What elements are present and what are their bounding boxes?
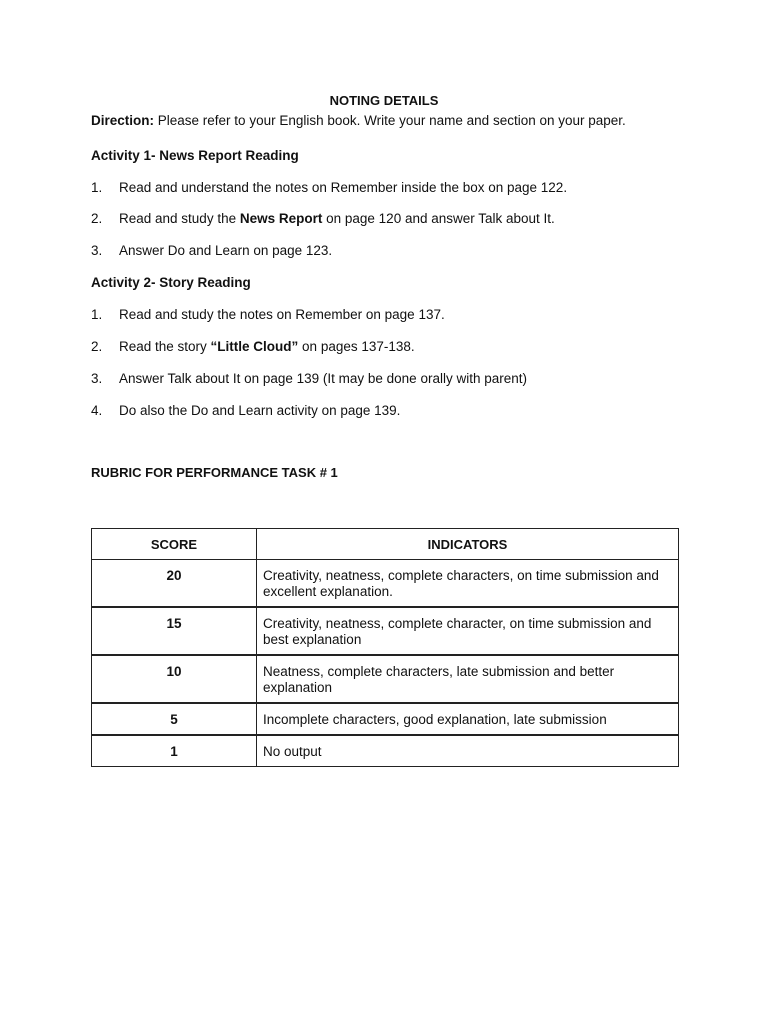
table-row [92, 607, 679, 655]
table-row [92, 735, 679, 767]
rubric-table [91, 528, 679, 767]
score-cell: 15 [92, 607, 257, 655]
indicator-cell: Incomplete characters, good explanation, late submission [257, 703, 679, 735]
direction-line [91, 113, 691, 128]
score-cell: 5 [92, 703, 257, 735]
activity2-item-4: 4. Do also the Do and Learn activity on page 139. [91, 403, 401, 418]
score-cell: 1 [92, 735, 257, 767]
indicator-cell: No output [257, 735, 679, 767]
indicator-cell: Creativity, neatness, complete character, on time submission and best explanation [257, 607, 679, 655]
activity2-heading: Activity 2- Story Reading [91, 275, 251, 290]
activity1-item-3: 3. Answer Do and Learn on page 123. [91, 243, 333, 258]
score-cell: 20 [92, 560, 257, 608]
rubric-title: RUBRIC FOR PERFORMANCE TASK # 1 [91, 465, 338, 480]
rubric-header-row [92, 529, 679, 560]
direction-text: Please refer to your English book. Write your name and section on your paper. [154, 113, 626, 128]
indicator-cell: Creativity, neatness, complete characters, on time submission and excellent explanation. [257, 560, 679, 608]
activity2-item-1: 1. Read and study the notes on Remember on page 137. [91, 307, 445, 322]
score-cell: 10 [92, 655, 257, 703]
activity1-item-1: 1. Read and understand the notes on Remember inside the box on page 122. [91, 180, 568, 195]
score-header: SCORE [92, 529, 257, 560]
activity2-item-3: 3. Answer Talk about It on page 139 (It may be done orally with parent) [91, 371, 527, 386]
little-cloud-emphasis: “Little Cloud” [210, 339, 299, 354]
document-title: NOTING DETAILS [329, 93, 439, 108]
indicators-header: INDICATORS [257, 529, 679, 560]
news-report-emphasis: News Report [239, 211, 323, 226]
activity2-item-2: 2. Read the story “Little Cloud” on pages 137-138. [91, 339, 415, 354]
table-row [92, 655, 679, 703]
direction-label: Direction: [91, 113, 155, 128]
table-row [92, 560, 679, 608]
activity1-heading: Activity 1- News Report Reading [91, 148, 299, 163]
indicator-cell: Neatness, complete characters, late submission and better explanation [257, 655, 679, 703]
activity1-item-2: 2. Read and study the News Report on page 120 and answer Talk about It. [91, 211, 555, 226]
table-row [92, 703, 679, 735]
